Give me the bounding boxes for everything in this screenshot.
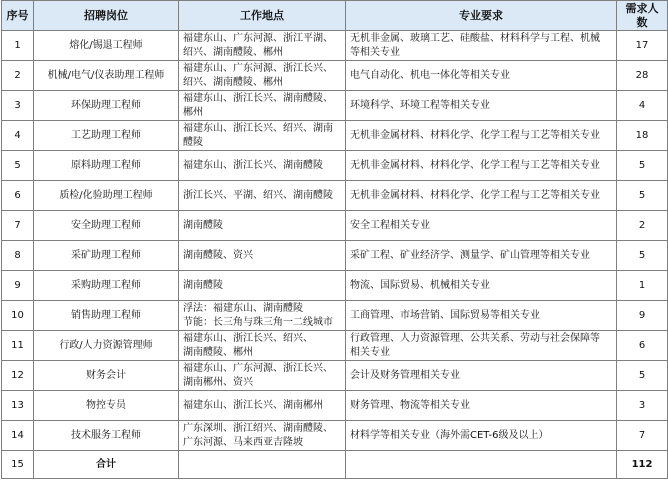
cell-position: 采矿助理工程师 <box>34 241 179 271</box>
cell-count: 28 <box>617 61 668 91</box>
cell-no: 8 <box>2 241 34 271</box>
cell-position: 安全助理工程师 <box>34 211 179 241</box>
recruitment-table <box>1 0 668 479</box>
cell-major: 无机非金属、玻璃工艺、硅酸盐、材料科学与工程、机械 等相关专业 <box>346 31 617 61</box>
cell-location: 广东深圳、浙江绍兴、湖南醴陵、 广东河源、马来西亚吉隆坡 <box>179 421 346 451</box>
table-row <box>2 181 668 211</box>
table-row <box>2 421 668 451</box>
cell-position: 采购助理工程师 <box>34 271 179 301</box>
header-location: 工作地点 <box>179 1 346 31</box>
cell-major: 财务管理、物流等相关专业 <box>346 391 617 421</box>
cell-location: 福建东山、浙江长兴、绍兴、湖南 醴陵 <box>179 121 346 151</box>
cell-no: 6 <box>2 181 34 211</box>
cell-major: 行政管理、人力资源管理、公共关系、劳动与社会保障等 相关专业 <box>346 331 617 361</box>
cell-count: 5 <box>617 181 668 211</box>
cell-count: 6 <box>617 331 668 361</box>
cell-major: 电气自动化、机电一体化等相关专业 <box>346 61 617 91</box>
table-row <box>2 121 668 151</box>
cell-location: 浙江长兴、平湖、绍兴、湖南醴陵 <box>179 181 346 211</box>
cell-location: 福建东山、广东河源、浙江平湖、 绍兴、湖南醴陵、郴州 <box>179 31 346 61</box>
total-major-empty <box>346 451 617 479</box>
cell-count: 18 <box>617 121 668 151</box>
cell-location: 湖南醴陵 <box>179 271 346 301</box>
header-major: 专业要求 <box>346 1 617 31</box>
cell-position: 环保助理工程师 <box>34 91 179 121</box>
cell-count: 5 <box>617 361 668 391</box>
cell-location: 福建东山、广东河源、浙江长兴、 绍兴、湖南醴陵、郴州 <box>179 61 346 91</box>
cell-no: 2 <box>2 61 34 91</box>
cell-location: 福建东山、浙江长兴、湖南醴陵 <box>179 151 346 181</box>
cell-no: 3 <box>2 91 34 121</box>
cell-position: 工艺助理工程师 <box>34 121 179 151</box>
cell-position: 财务会计 <box>34 361 179 391</box>
header-row <box>2 1 668 31</box>
cell-location: 福建东山、浙江长兴、湖南郴州 <box>179 391 346 421</box>
cell-no: 14 <box>2 421 34 451</box>
table-row <box>2 331 668 361</box>
cell-count: 9 <box>617 301 668 331</box>
cell-location: 福建东山、广东河源、浙江长兴、 湖南郴州、资兴 <box>179 361 346 391</box>
cell-position: 行政/人力资源管理师 <box>34 331 179 361</box>
cell-no: 7 <box>2 211 34 241</box>
total-count: 112 <box>617 451 668 479</box>
cell-position: 机械/电气/仪表助理工程师 <box>34 61 179 91</box>
cell-no: 5 <box>2 151 34 181</box>
table-row <box>2 211 668 241</box>
cell-location: 湖南醴陵、资兴 <box>179 241 346 271</box>
cell-count: 3 <box>617 391 668 421</box>
cell-major: 无机非金属材料、材料化学、化学工程与工艺等相关专业 <box>346 151 617 181</box>
cell-position: 质检/化验助理工程师 <box>34 181 179 211</box>
table-row <box>2 91 668 121</box>
cell-no: 9 <box>2 271 34 301</box>
table-row <box>2 301 668 331</box>
header-count: 需求人数 <box>617 1 668 31</box>
cell-position: 原料助理工程师 <box>34 151 179 181</box>
cell-no: 11 <box>2 331 34 361</box>
cell-major: 环境科学、环境工程等相关专业 <box>346 91 617 121</box>
cell-count: 5 <box>617 241 668 271</box>
total-label: 合计 <box>34 451 179 479</box>
cell-position: 销售助理工程师 <box>34 301 179 331</box>
header-no: 序号 <box>2 1 34 31</box>
header-position: 招聘岗位 <box>34 1 179 31</box>
cell-major: 采矿工程、矿业经济学、测量学、矿山管理等相关专业 <box>346 241 617 271</box>
cell-major: 无机非金属材料、材料化学、化学工程与工艺等相关专业 <box>346 181 617 211</box>
cell-major: 会计及财务管理相关专业 <box>346 361 617 391</box>
cell-major: 材料学等相关专业（海外需CET-6级及以上） <box>346 421 617 451</box>
table-row <box>2 31 668 61</box>
cell-major: 工商管理、市场营销、国际贸易等相关专业 <box>346 301 617 331</box>
table-row <box>2 151 668 181</box>
cell-location: 湖南醴陵 <box>179 211 346 241</box>
table-row <box>2 241 668 271</box>
cell-no: 10 <box>2 301 34 331</box>
cell-major: 无机非金属材料、材料化学、化学工程与工艺等相关专业 <box>346 121 617 151</box>
table-row <box>2 271 668 301</box>
cell-no: 1 <box>2 31 34 61</box>
cell-location: 浮法：福建东山、湖南醴陵 节能：长三角与珠三角一二线城市 <box>179 301 346 331</box>
cell-count: 17 <box>617 31 668 61</box>
total-location-empty <box>179 451 346 479</box>
cell-major: 物流、国际贸易、机械相关专业 <box>346 271 617 301</box>
cell-no: 4 <box>2 121 34 151</box>
cell-count: 7 <box>617 421 668 451</box>
total-no: 15 <box>2 451 34 479</box>
cell-count: 1 <box>617 271 668 301</box>
total-row <box>2 451 668 479</box>
table-row <box>2 361 668 391</box>
cell-count: 5 <box>617 151 668 181</box>
table-row <box>2 61 668 91</box>
table-row <box>2 391 668 421</box>
cell-major: 安全工程相关专业 <box>346 211 617 241</box>
cell-location: 福建东山、浙江长兴、绍兴、 湖南醴陵、郴州 <box>179 331 346 361</box>
cell-no: 12 <box>2 361 34 391</box>
cell-count: 2 <box>617 211 668 241</box>
table-body <box>2 31 668 479</box>
cell-location: 福建东山、浙江长兴、湖南醴陵、 郴州 <box>179 91 346 121</box>
cell-no: 13 <box>2 391 34 421</box>
cell-position: 物控专员 <box>34 391 179 421</box>
cell-position: 技术服务工程师 <box>34 421 179 451</box>
cell-position: 熔化/锡退工程师 <box>34 31 179 61</box>
cell-count: 4 <box>617 91 668 121</box>
